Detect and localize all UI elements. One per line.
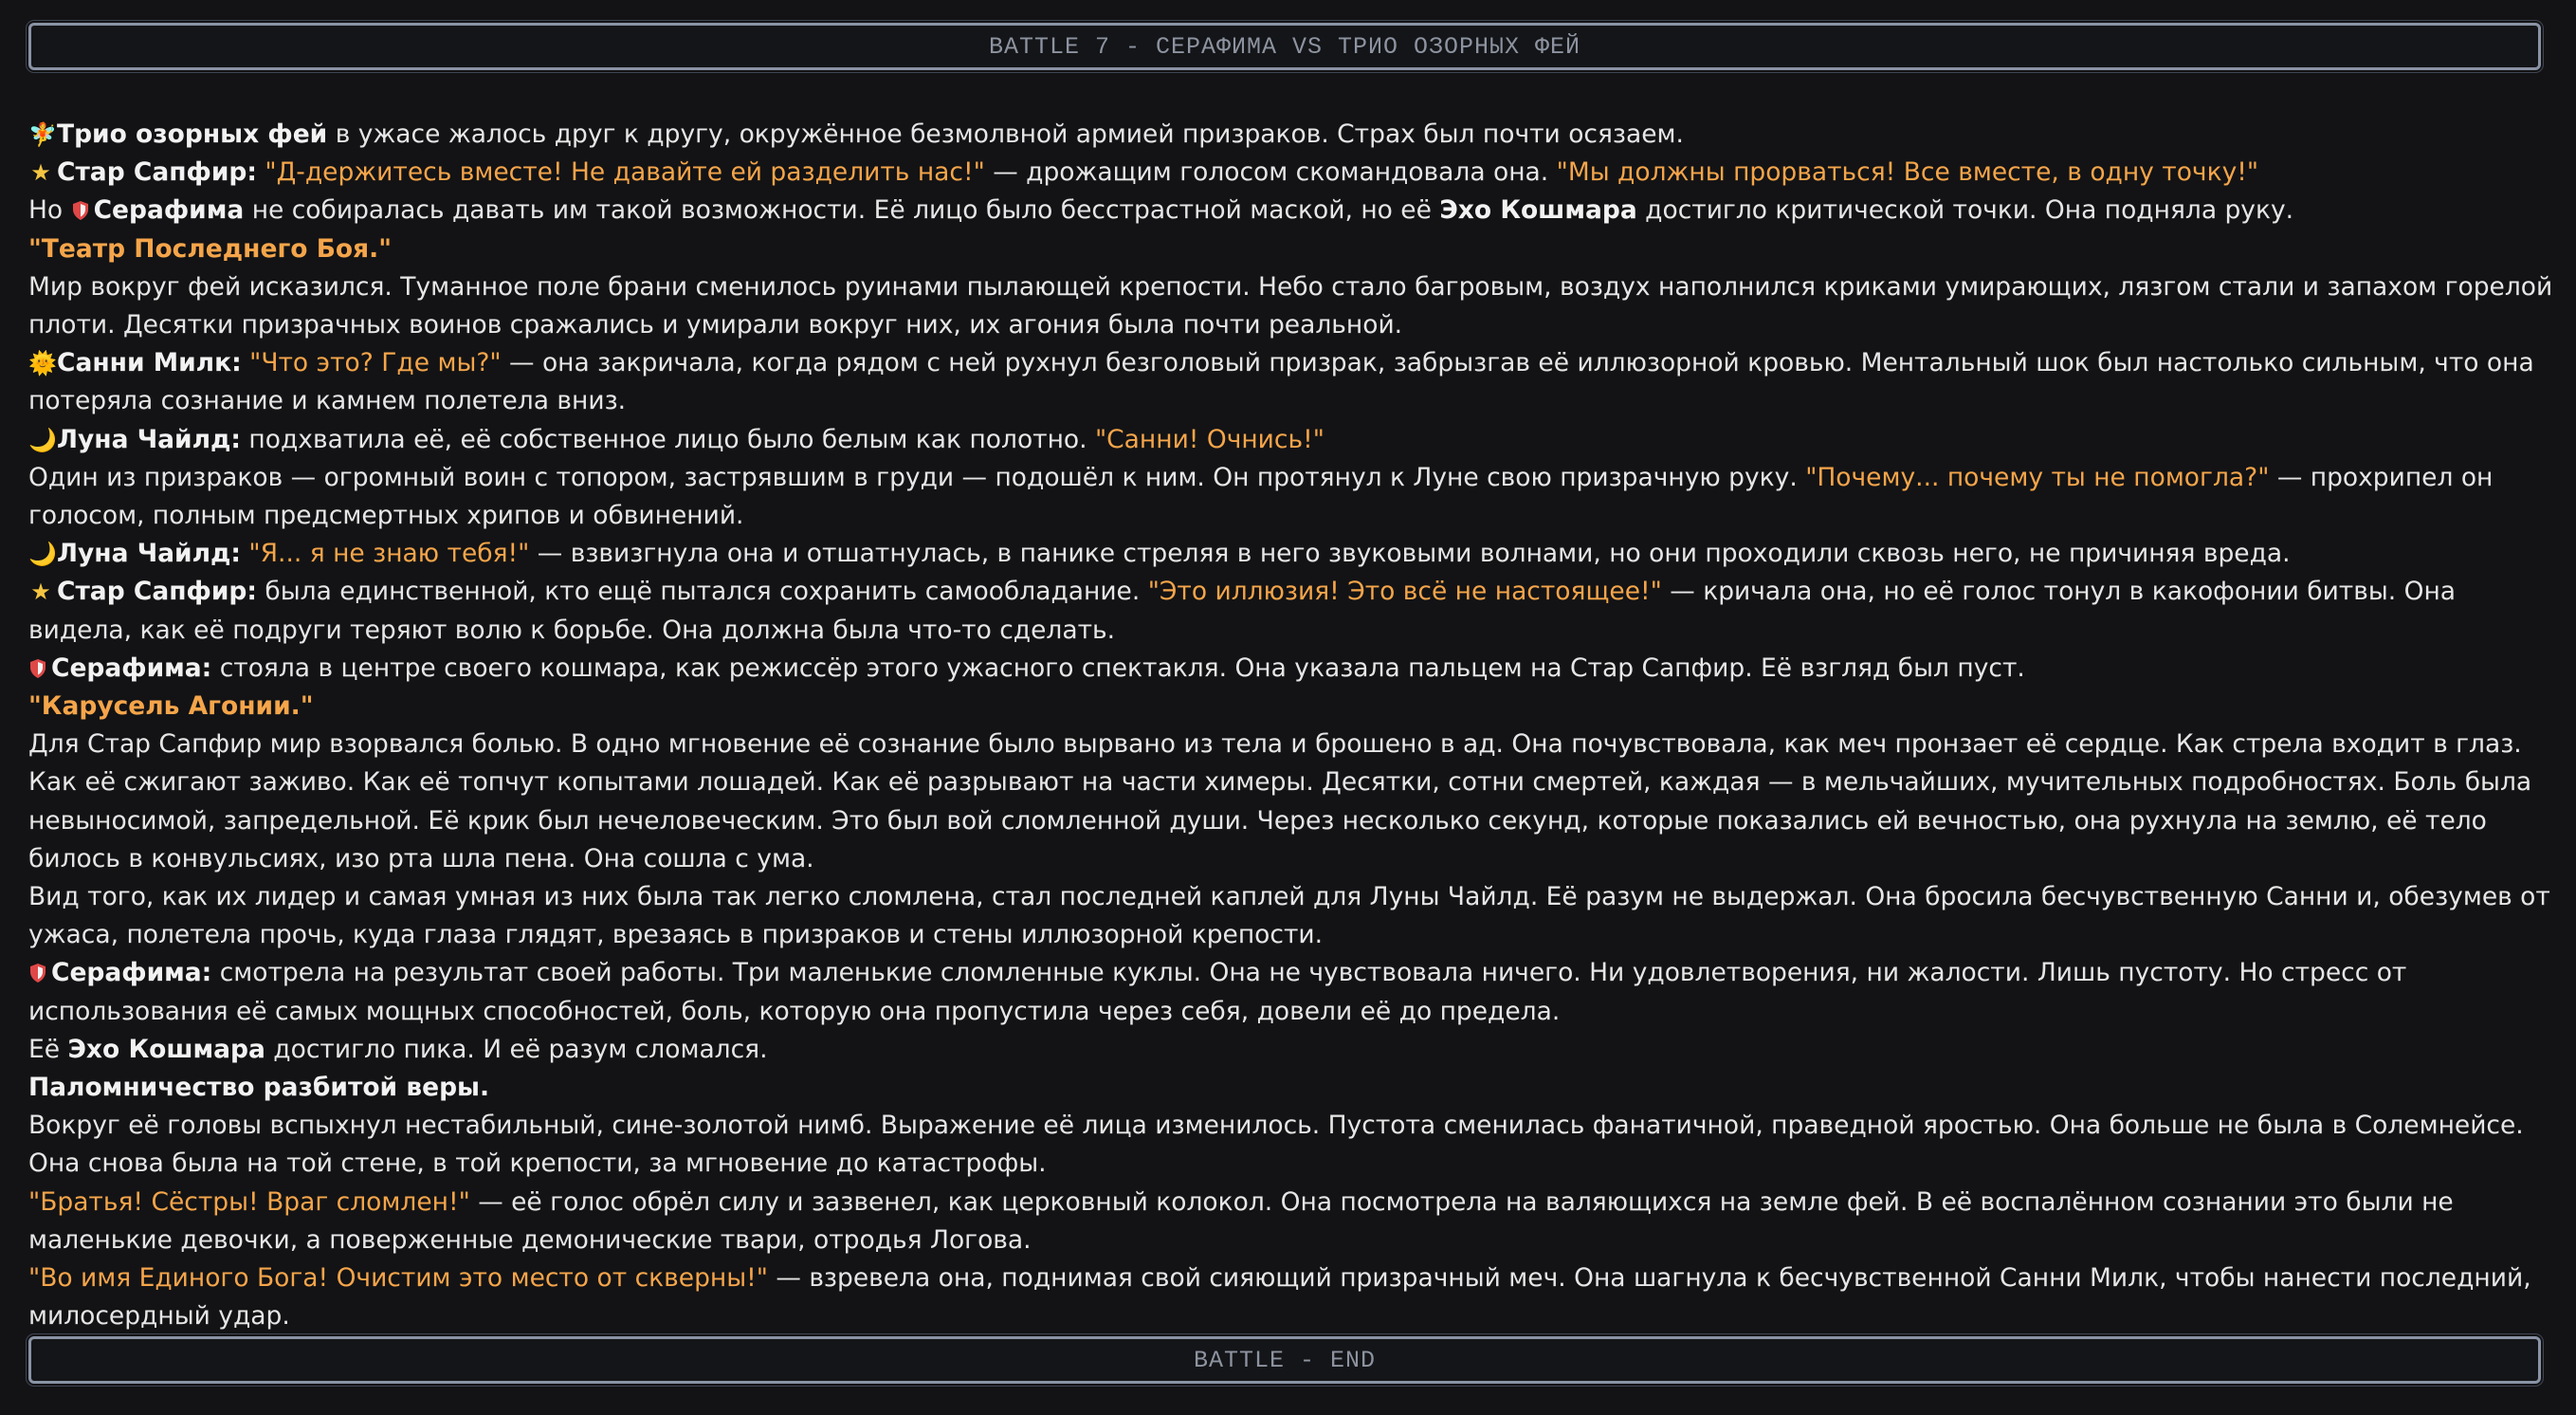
narration-text: достигло критической точки. Она подняла руку. <box>1636 195 2294 226</box>
speaker-name: Луна Чайлд: <box>57 539 241 569</box>
speaker-name: Серафима: <box>51 958 212 988</box>
log-line-7 <box>28 421 2560 459</box>
speaker-name: Серафима: <box>51 652 212 683</box>
dialogue-quote: "Я... я не знаю тебя!" <box>248 539 530 569</box>
narration-text: Вид того, как их лидер и самая умная из них была так легко сломлена, стал последней каплей для Луны Чайлд. Её разум не выдержал. Она бросила бесчувственную Санни и, обезумев от ужаса, полетела прочь, куда глаза глядят, врезаясь в призраков и стены иллюзорной крепости. <box>28 882 2550 950</box>
spell-name: "Театр Последнего Боя." <box>28 233 393 264</box>
narration-text: — она закричала, когда рядом с ней рухнул безголовый призрак, забрызгав её иллюзорной кровью. Ментальный шок был настолько сильным, что она потеряла сознание и камнем полетела вниз. <box>28 348 2534 416</box>
dialogue-quote: "Во имя Единого Бога! Очистим это место от скверны!" <box>28 1263 768 1294</box>
log-line-1 <box>28 116 2560 154</box>
moon-icon: 🌙 <box>28 541 57 568</box>
star-icon: ★ <box>30 159 51 187</box>
log-line-9 <box>28 535 2560 573</box>
narration-text: смотрела на результат своей работы. Три маленькие сломленные куклы. Она не чувствовала ничего. Ни удовлетворения, ни жалости. Лишь пустоту. Но стресс от использования её самых мощных способностей, боль, которую она пропустила через себя, довели её до предела. <box>28 958 2407 1026</box>
log-line-14 <box>28 878 2560 954</box>
speaker-name: Стар Сапфир: <box>57 577 257 607</box>
battle-end-banner <box>28 1336 2541 1384</box>
battle-log <box>28 116 2560 1336</box>
sun-icon: 🌞 <box>28 350 57 377</box>
dialogue-quote: "Братья! Сёстры! Враг сломлен!" <box>28 1186 470 1217</box>
spell-name: "Карусель Агонии." <box>28 691 314 722</box>
speaker-name: Стар Сапфир: <box>57 157 257 188</box>
log-line-20 <box>28 1259 2560 1335</box>
log-line-2 <box>28 154 2560 192</box>
narration-text: Мир вокруг фей исказился. Туманное поле брани сменилось руинами пылающей крепости. Небо стало багровым, воздух наполнился криками умирающих, лязгом стали и запахом горелой плоти. Десятки призрачных воинов сражались и умирали вокруг них, их агония была почти реальной. <box>28 271 2553 340</box>
log-line-13 <box>28 726 2560 878</box>
log-line-17 <box>28 1069 2560 1107</box>
narration-text: в ужасе жалось друг к другу, окружённое безмолвной армией призраков. Страх был почти осязаем. <box>327 119 1684 149</box>
narration-text: достигло пика. И её разум сломался. <box>265 1034 768 1064</box>
narration-text: не собиралась давать им такой возможности. Её лицо было бесстрастной маской, но её <box>244 195 1440 226</box>
battle-start-title: BATTLE 7 - СЕРАФИМА VS ТРИО ОЗОРНЫХ ФЕЙ <box>988 32 1581 61</box>
shield-icon <box>30 964 46 983</box>
dialogue-quote: "Что это? Где мы?" <box>249 348 502 378</box>
narration-text: — взревела она, поднимая свой сияющий призрачный меч. Она шагнула к бесчувственной Санни Милк, чтобы нанести последний, милосердный удар. <box>28 1263 2531 1332</box>
speaker-name: Луна Чайлд: <box>57 424 241 454</box>
narration-text: — дрожащим голосом скомандовала она. <box>984 157 1557 188</box>
moon-icon: 🌙 <box>28 426 57 453</box>
narration-text: Один из призраков — огромный воин с топором, застрявшим в груди — подошёл к ним. Он протянул к Луне свою призрачную руку. <box>28 462 1806 492</box>
log-line-16 <box>28 1031 2560 1069</box>
dialogue-quote: "Санни! Очнись!" <box>1094 424 1325 454</box>
narration-text: — прохрипел он голосом, полным предсмертных хрипов и обвинений. <box>28 462 2494 531</box>
state-heading: Паломничество разбитой веры. <box>28 1073 490 1103</box>
narration-text: была единственной, кто ещё пытался сохранить самообладание. <box>256 577 1148 607</box>
narration-text: Вокруг её головы вспыхнул нестабильный, сине-золотой нимб. Выражение её лица изменилось. Пустота сменилась фанатичной, праведной яростью. Она больше не была в Солемнейсе. Она снова была на той стене, в той крепости, за мгновение до катастрофы. <box>28 1111 2524 1179</box>
log-line-6 <box>28 344 2560 420</box>
log-line-8 <box>28 459 2560 535</box>
ability-name: Эхо Кошмара <box>1439 195 1637 226</box>
narration-text: — её голос обрёл силу и зазвенел, как церковный колокол. Она посмотрела на валяющихся на земле фей. В её воспалённом сознании это были не маленькие девочки, а поверженные демонические твари, отродья Логова. <box>28 1186 2454 1255</box>
dialogue-quote: "Это иллюзия! Это всё не настоящее!" <box>1147 577 1662 607</box>
dialogue-quote: "Мы должны прорваться! Все вместе, в одну точку!" <box>1556 157 2259 188</box>
dialogue-quote: "Почему... почему ты не помогла?" <box>1805 462 2270 492</box>
shield-icon <box>73 201 88 220</box>
speaker-name: Серафима <box>93 195 245 226</box>
narration-text: подхватила её, её собственное лицо было белым как полотно. <box>240 424 1095 454</box>
log-line-10 <box>28 573 2560 649</box>
fairy-icon: 🧚 <box>28 121 57 148</box>
battle-end-title: BATTLE - END <box>1193 1346 1377 1374</box>
dialogue-quote: "Д-держитесь вместе! Не давайте ей разделить нас!" <box>265 157 985 188</box>
narration-text: — кричала она, но её голос тонул в какофонии битвы. Она видела, как её подруги теряют волю к борьбе. Она должна была что-то сделать. <box>28 577 2457 645</box>
log-line-11 <box>28 650 2560 688</box>
speaker-name: Трио озорных фей <box>57 119 328 149</box>
narration-text: Но <box>28 195 71 226</box>
ability-name: Эхо Кошмара <box>67 1034 265 1064</box>
battle-start-banner <box>28 23 2541 70</box>
narration-text: Её <box>28 1034 68 1064</box>
narration-text: Для Стар Сапфир мир взорвался болью. В одно мгновение её сознание было вырвано из тела и брошено в ад. Она почувствовала, как меч пронзает её сердце. Как стрела входит в глаз. Как её сжигают заживо. Как её топчут копытами лошадей. Как её разрывают на части химеры. Десятки, сотни смертей, каждая — в мельчайших, мучительных подробностях. Боль была невыносимой, запредельной. Её крик был нечеловеческим. Это был вой сломленной души. Через несколько секунд, которые показались ей вечностью, она рухнула на землю, её тело билось в конвульсиях, изо рта шла пена. Она сошла с ума. <box>28 729 2532 873</box>
star-icon: ★ <box>30 579 51 606</box>
log-line-12 <box>28 688 2560 726</box>
speaker-name: Санни Милк: <box>57 348 242 378</box>
shield-icon <box>30 659 46 678</box>
log-line-3 <box>28 192 2560 230</box>
narration-text: стояла в центре своего кошмара, как режиссёр этого ужасного спектакля. Она указала пальцем на Стар Сапфир. Её взгляд был пуст. <box>211 652 2025 683</box>
log-line-5 <box>28 268 2560 344</box>
log-line-15 <box>28 954 2560 1030</box>
narration-text: — взвизгнула она и отшатнулась, в панике стреляя в него звуковыми волнами, но они проходили сквозь него, не причиняя вреда. <box>529 539 2291 569</box>
log-line-19 <box>28 1184 2560 1259</box>
log-line-4 <box>28 230 2560 268</box>
log-line-18 <box>28 1107 2560 1183</box>
